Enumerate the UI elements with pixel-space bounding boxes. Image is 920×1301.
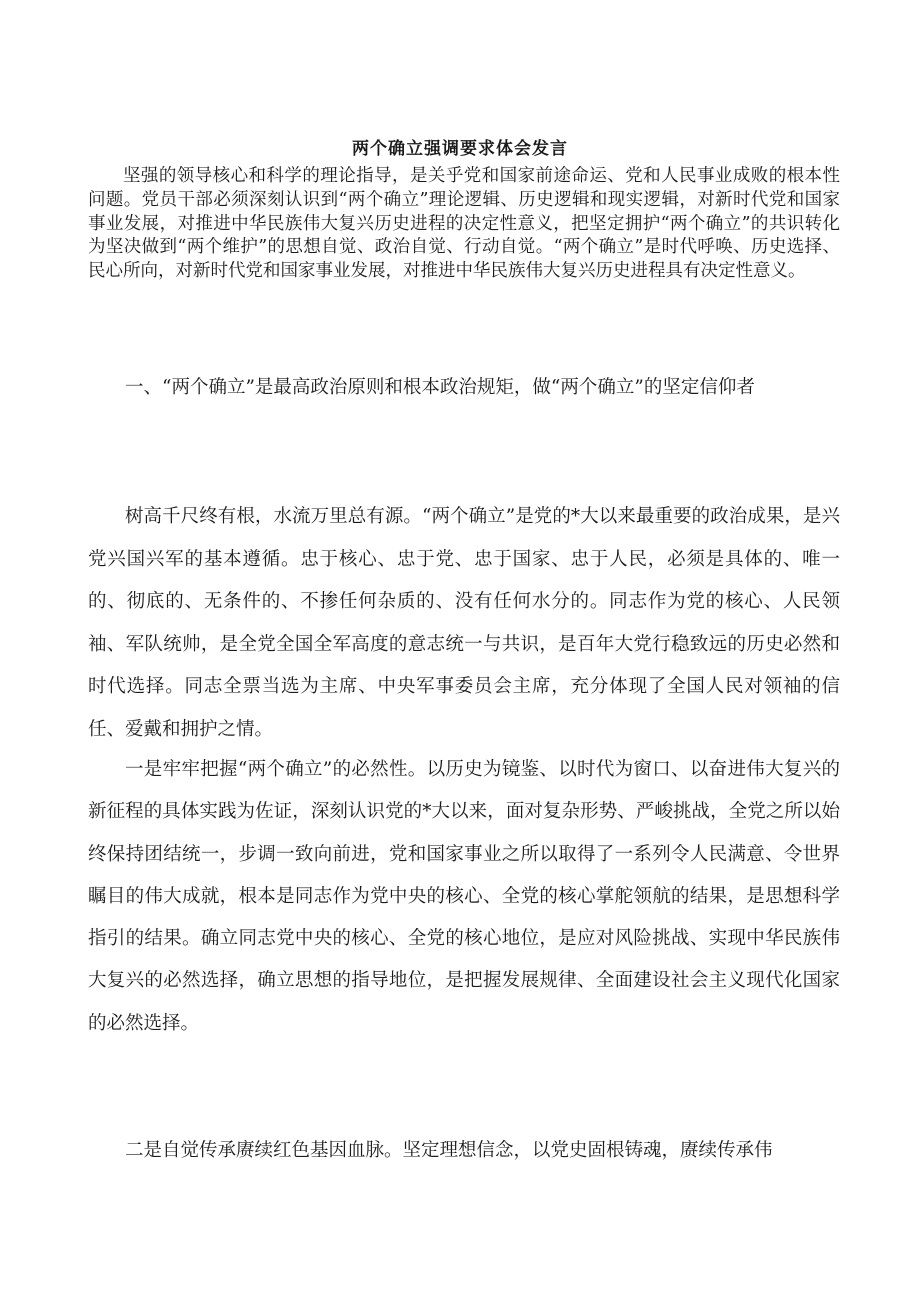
body-paragraph-2: 一是牢牢把握“两个确立”的必然性。以历史为镜鉴、以时代为窗口、以奋进伟大复兴的新征程的具体实践为佐证，深刻认识党的*大以来，面对复杂形势、严峻挑战，全党之所以始终保持团结统一，步调一致向前进，党和国家事业之所以取得了一系列令人民满意、令世界瞩目的伟大成就，根本是同志作为党中央的核心、全党的核心掌舵领航的结果，是思想科学指引的结果。确立同志党中央的核心、全党的核心地位，是应对风险挑战、实现中华民族伟大复兴的必然选择，确立思想的指导地位，是把握发展规律、全面建设社会主义现代化国家的必然选择。 [88,759,840,1034]
body-paragraph-1: 树高千尺终有根，水流万里总有源。“两个确立”是党的*大以来最重要的政治成果，是兴党兴国兴军的基本遵循。忠于核心、忠于党、忠于国家、忠于人民，必须是具体的、唯一的、彻底的、无条件的、不掺任何杂质的、没有任何水分的。同志作为党的核心、人民领袖、军队统帅，是全党全国全军高度的意志统一与共识，是百年大党行稳致远的历史必然和时代选择。同志全票当选为主席、中央军事委员会主席，充分体现了全国人民对领袖的信任、爱戴和拥护之情。 [88,506,840,740]
section-heading-1: 一、“两个确立”是最高政治原则和根本政治规矩，做“两个确立”的坚定信仰者 [125,377,755,398]
body-paragraph-3: 二是自觉传承赓续红色基因血脉。坚定理想信念，以党史固根铸魂，赓续传承伟 [125,1140,773,1161]
intro-paragraph: 坚强的领导核心和科学的理论指导，是关乎党和国家前途命运、党和人民事业成败的根本性问题。党员干部必须深刻认识到“两个确立”理论逻辑、历史逻辑和现实逻辑，对新时代党和国家事业发展，对推进中华民族伟大复兴历史进程的决定性意义，把坚定拥护“两个确立”的共识转化为坚决做到“两个维护”的思想自觉、政治自觉、行动自觉。“两个确立”是时代呼唤、历史选择、民心所向，对新时代党和国家事业发展，对推进中华民族伟大复兴历史进程具有决定性意义。 [88,166,840,282]
document-title: 两个确立强调要求体会发言 [352,139,568,159]
